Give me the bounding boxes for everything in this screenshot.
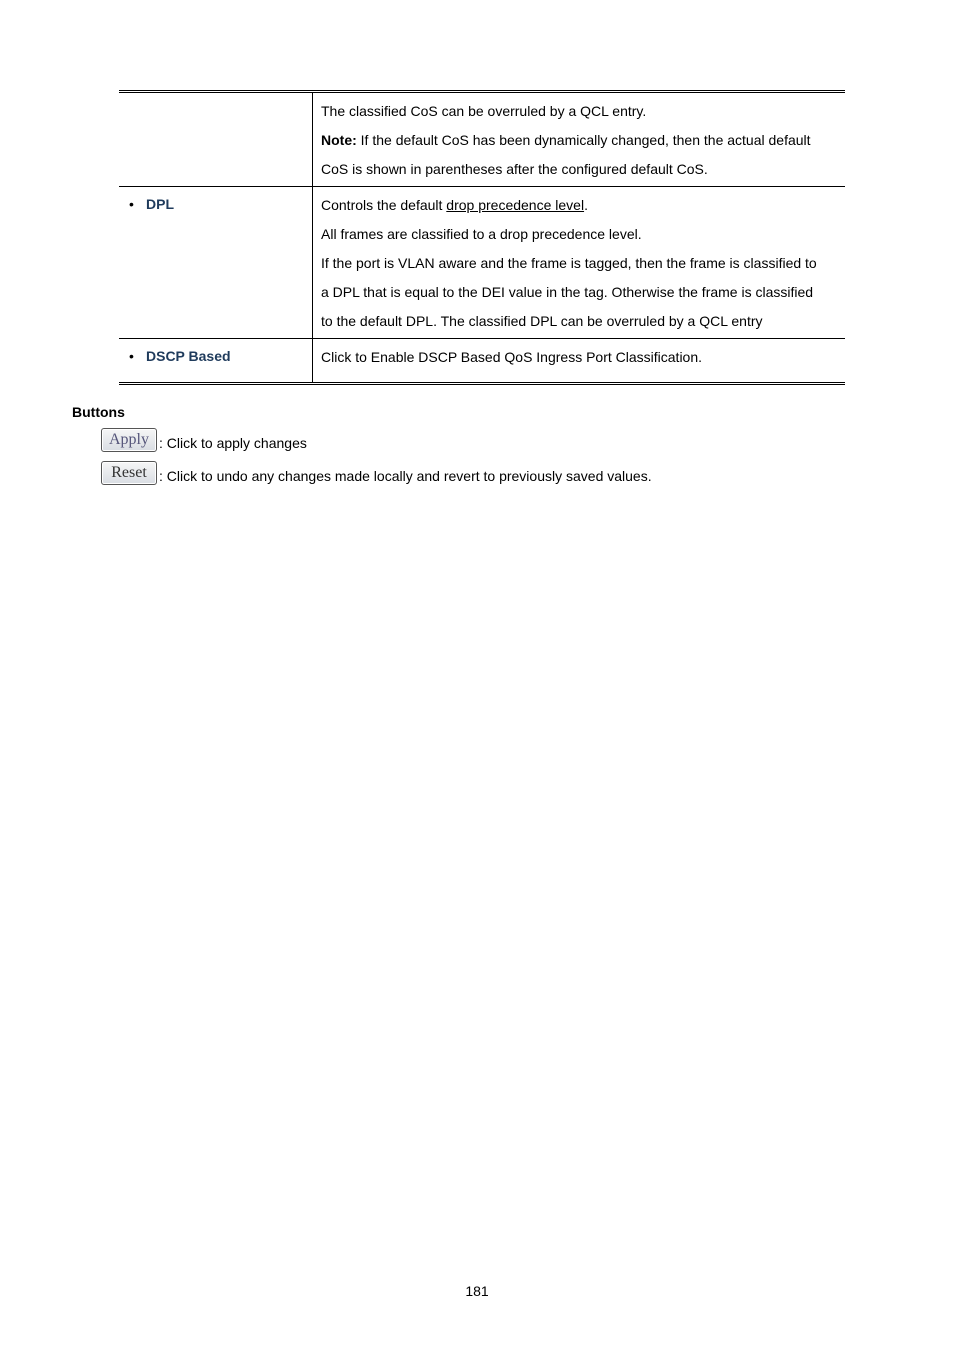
note-label: Note: bbox=[321, 132, 357, 148]
description-line: CoS is shown in parentheses after the configured default CoS. bbox=[321, 161, 708, 177]
bullet-icon: • bbox=[129, 348, 134, 364]
description-cell bbox=[313, 93, 846, 187]
param-label-dpl: DPL bbox=[146, 196, 174, 212]
table-row bbox=[119, 339, 845, 383]
table-row bbox=[119, 187, 845, 339]
reset-caption: : Click to undo any changes made locally and revert to previously saved values. bbox=[159, 468, 652, 484]
description-line: a DPL that is equal to the DEI value in the tag. Otherwise the frame is classified bbox=[321, 284, 814, 300]
param-cell bbox=[119, 93, 313, 187]
description-line: The classified CoS can be overruled by a QCL entry. bbox=[321, 103, 647, 119]
page-number: 181 bbox=[465, 1283, 489, 1299]
description-line: Note: If the default CoS has been dynamically changed, then the actual default bbox=[321, 132, 811, 148]
bullet-icon: • bbox=[129, 196, 134, 212]
description-line: Controls the default drop precedence level. bbox=[321, 197, 588, 213]
apply-caption: : Click to apply changes bbox=[159, 435, 307, 451]
description-line: Click to Enable DSCP Based QoS Ingress Port Classification. bbox=[321, 349, 703, 365]
apply-button[interactable]: Apply bbox=[101, 428, 157, 452]
description-line: If the port is VLAN aware and the frame is tagged, then the frame is classified to bbox=[321, 255, 817, 271]
description-line: to the default DPL. The classified DPL can be overruled by a QCL entry bbox=[321, 313, 763, 329]
parameter-table bbox=[119, 90, 845, 385]
dpl-term-link[interactable]: drop precedence level bbox=[446, 197, 585, 213]
description-line: All frames are classified to a drop precedence level. bbox=[321, 226, 642, 242]
buttons-section-title: Buttons bbox=[72, 404, 125, 420]
param-cell bbox=[119, 339, 313, 383]
apply-description bbox=[101, 428, 307, 452]
table-row bbox=[119, 93, 845, 187]
param-label-dscp-based: DSCP Based bbox=[146, 348, 231, 364]
param-cell bbox=[119, 187, 313, 339]
reset-description bbox=[101, 461, 652, 485]
description-cell bbox=[313, 339, 846, 383]
reset-button[interactable]: Reset bbox=[101, 461, 157, 485]
description-cell bbox=[313, 187, 846, 339]
